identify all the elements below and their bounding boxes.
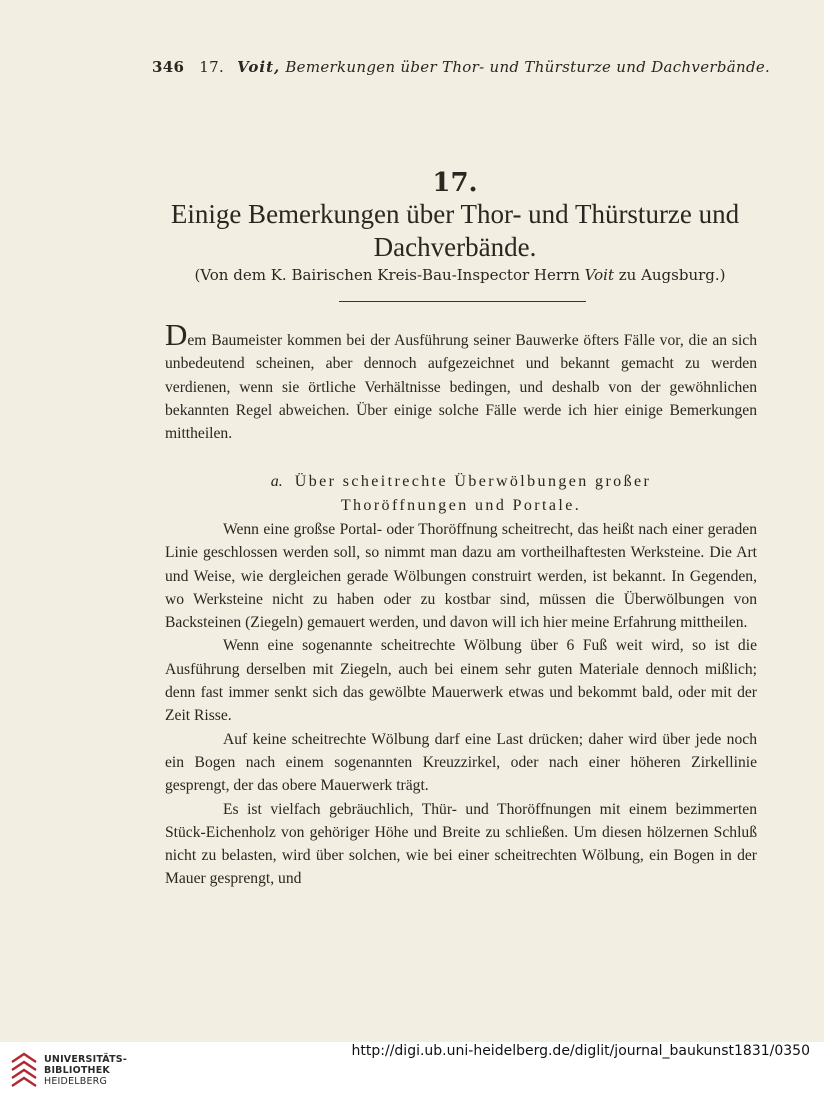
intro-paragraph (165, 317, 757, 445)
library-name-line3: HEIDELBERG (44, 1076, 108, 1087)
running-head-article-number: 17. (199, 58, 225, 76)
article-number: 17. (432, 168, 478, 198)
byline-prefix: (Von dem K. Bairischen Kreis-Bau-Inspector Herrn (194, 266, 585, 284)
body-paragraph: Wenn eine sogenannte scheitrechte Wölbung über 6 Fuß weit wird, so ist die Ausführung derselben mit Ziegeln, auch bei einem sehr guten Materiale dennoch mißlich; denn fast immer senkt sich das gewölbte Mauerwerk etwas und bekommt bald, oder mit der Zeit Risse. (165, 637, 757, 725)
body-paragraph: Wenn eine großse Portal- oder Thoröffnung scheitrecht, das heißt nach einer geraden Linie geschlossen werden soll, so nimmt man dazu am vortheilhaftesten Werksteine. Die Art und Weise, wie dergleichen gerade Wölbungen construirt werden, ist bekannt. In Gegenden, wo Werksteine nicht zu haben oder zu kostbar sind, müssen die Überwölbungen von Backsteinen (Ziegeln) gemauert werden, und davon will ich hier meine Erfahrung mittheilen. (165, 521, 757, 632)
section-heading-line2: Thoröffnungen und Portale. (340, 497, 582, 514)
article-title-line1: Einige Bemerkungen über Thor- und Thürsturze und (170, 199, 740, 229)
title-divider (339, 301, 586, 302)
running-head-title: Bemerkungen über Thor- und Thürsturze und Dachverbände. (285, 58, 771, 76)
running-head (152, 58, 771, 76)
page-number: 346 (152, 58, 185, 76)
library-name-line1: UNIVERSITÄTS- (44, 1054, 127, 1065)
footer-bar (0, 1042, 824, 1101)
section-heading-line1: Über scheitrechte Überwölbungen großer (294, 473, 652, 490)
section-label: a. (270, 473, 283, 490)
intro-text: em Baumeister kommen bei der Ausführung seiner Bauwerke öfters Fälle vor, die an sich unbedeutend scheinen, aber dennoch aufgezeichnet und bekannt gemacht zu werden verdienen, wenn sie örtliche Verhältnisse bedingen, und deshalb von der gewöhnlichen bekannten Regel abweichen. Über einige solche Fälle werde ich hier einige Bemerkungen mittheilen. (165, 332, 757, 443)
library-logo-icon (10, 1052, 38, 1088)
byline-suffix: zu Augsburg.) (613, 266, 726, 284)
body-paragraph: Es ist vielfach gebräuchlich, Thür- und Thoröffnungen mit einem bezimmerten Stück-Eichenholz von gehöriger Höhe und Breite zu schließen. Um diesen hölzernen Schluß nicht zu belasten, wird über solchen, wie bei einer scheitrechten Wölbung, ein Bogen in der Mauer gesprengt, und (165, 800, 757, 888)
article-byline (150, 266, 770, 284)
drop-cap: D (165, 317, 188, 352)
running-head-author: Voit, (237, 58, 281, 76)
source-url-link[interactable]: http://digi.ub.uni-heidelberg.de/diglit/journal_baukunst1831/0350 (351, 1043, 810, 1059)
section-heading (165, 470, 757, 518)
section-body (165, 518, 757, 891)
body-paragraph: Auf keine scheitrechte Wölbung darf eine Last drücken; daher wird über jede noch ein Bogen nach einem sogenannten Kreuzzirkel, oder nach einer höheren Zirkellinie gesprengt, der das obere Mauerwerk trägt. (165, 730, 757, 795)
byline-author: Voit (584, 266, 614, 284)
library-name (44, 1054, 127, 1087)
library-name-line2: BIBLIOTHEK (44, 1065, 110, 1076)
article-title (130, 198, 780, 264)
article-title-line2: Dachverbände. (373, 232, 537, 262)
